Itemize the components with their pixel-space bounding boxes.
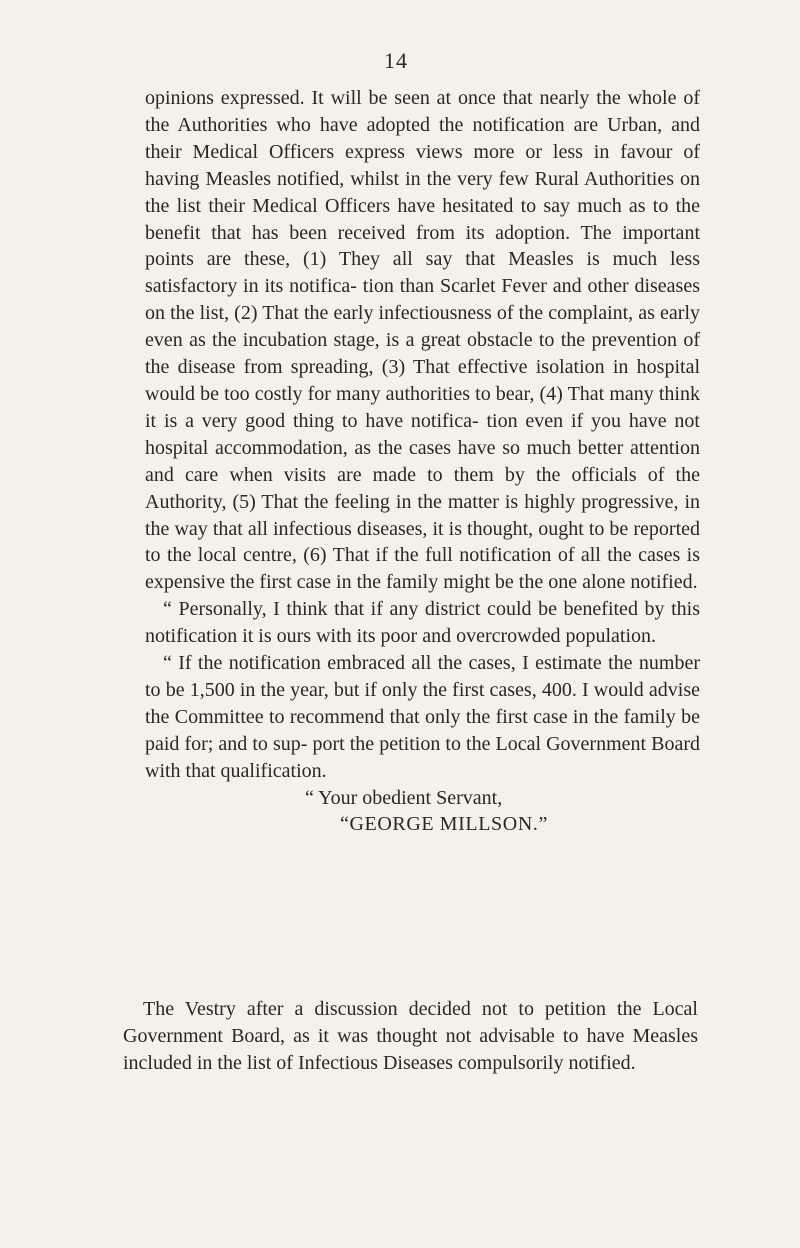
page-number: 14 — [384, 48, 408, 73]
letter-body — [145, 85, 700, 838]
paragraph-personally: “ Personally, I think that if any district could be benefited by this notification it is ours with its poor and overcrowded population. — [145, 598, 700, 648]
closing-section — [123, 996, 698, 1077]
paragraph-opinions: opinions expressed. It will be seen at once that nearly the whole of the Authorities who have adopted the notification are Urban, and their Medical Officers express views more or less in favour of having Measles notified, whilst in the very few Rural Authorities on the list their Medical Officers have hesitated to say much as to the benefit that has been received from its adoption. The important points are these, (1) They all say that Measles is much less satisfactory in its notifica- tion than Scarlet Fever and other diseases on the list, (2) That the early infectiousness of the complaint, as early even as the incubation stage, is a great obstacle to the prevention of the disease from spreading, (3) That effective isolation in hospital would be too costly for many authorities to bear, (4) That many think it is a very good thing to have notifica- tion even if you have not hospital accommodation, as the cases have so much better attention and care when visits are made to them by the officials of the Authority, (5) That the feeling in the matter is highly progressive, in the way that all infectious diseases, it is thought, ought to be reported to the local centre, (6) That if the full notification of all the cases is expensive the first case in the family might be the one alone notified. — [145, 87, 700, 594]
signature-name: “GEORGE MILLSON.” — [340, 813, 548, 836]
paragraph-estimate: “ If the notification embraced all the cases, I estimate the number to be 1,500 in the year, but if only the first cases, 400. I would advise the Committee to recommend that only the first case in the family be paid for; and to sup- port the petition to the Local Government Board with that qualification. — [145, 652, 700, 782]
closing-paragraph: The Vestry after a discussion decided not to petition the Local Government Board, as it was thought not advisable to have Measles included in the list of Infectious Diseases compulsorily notified. — [123, 998, 698, 1074]
signature-salutation: “ Your obedient Servant, — [305, 786, 503, 809]
